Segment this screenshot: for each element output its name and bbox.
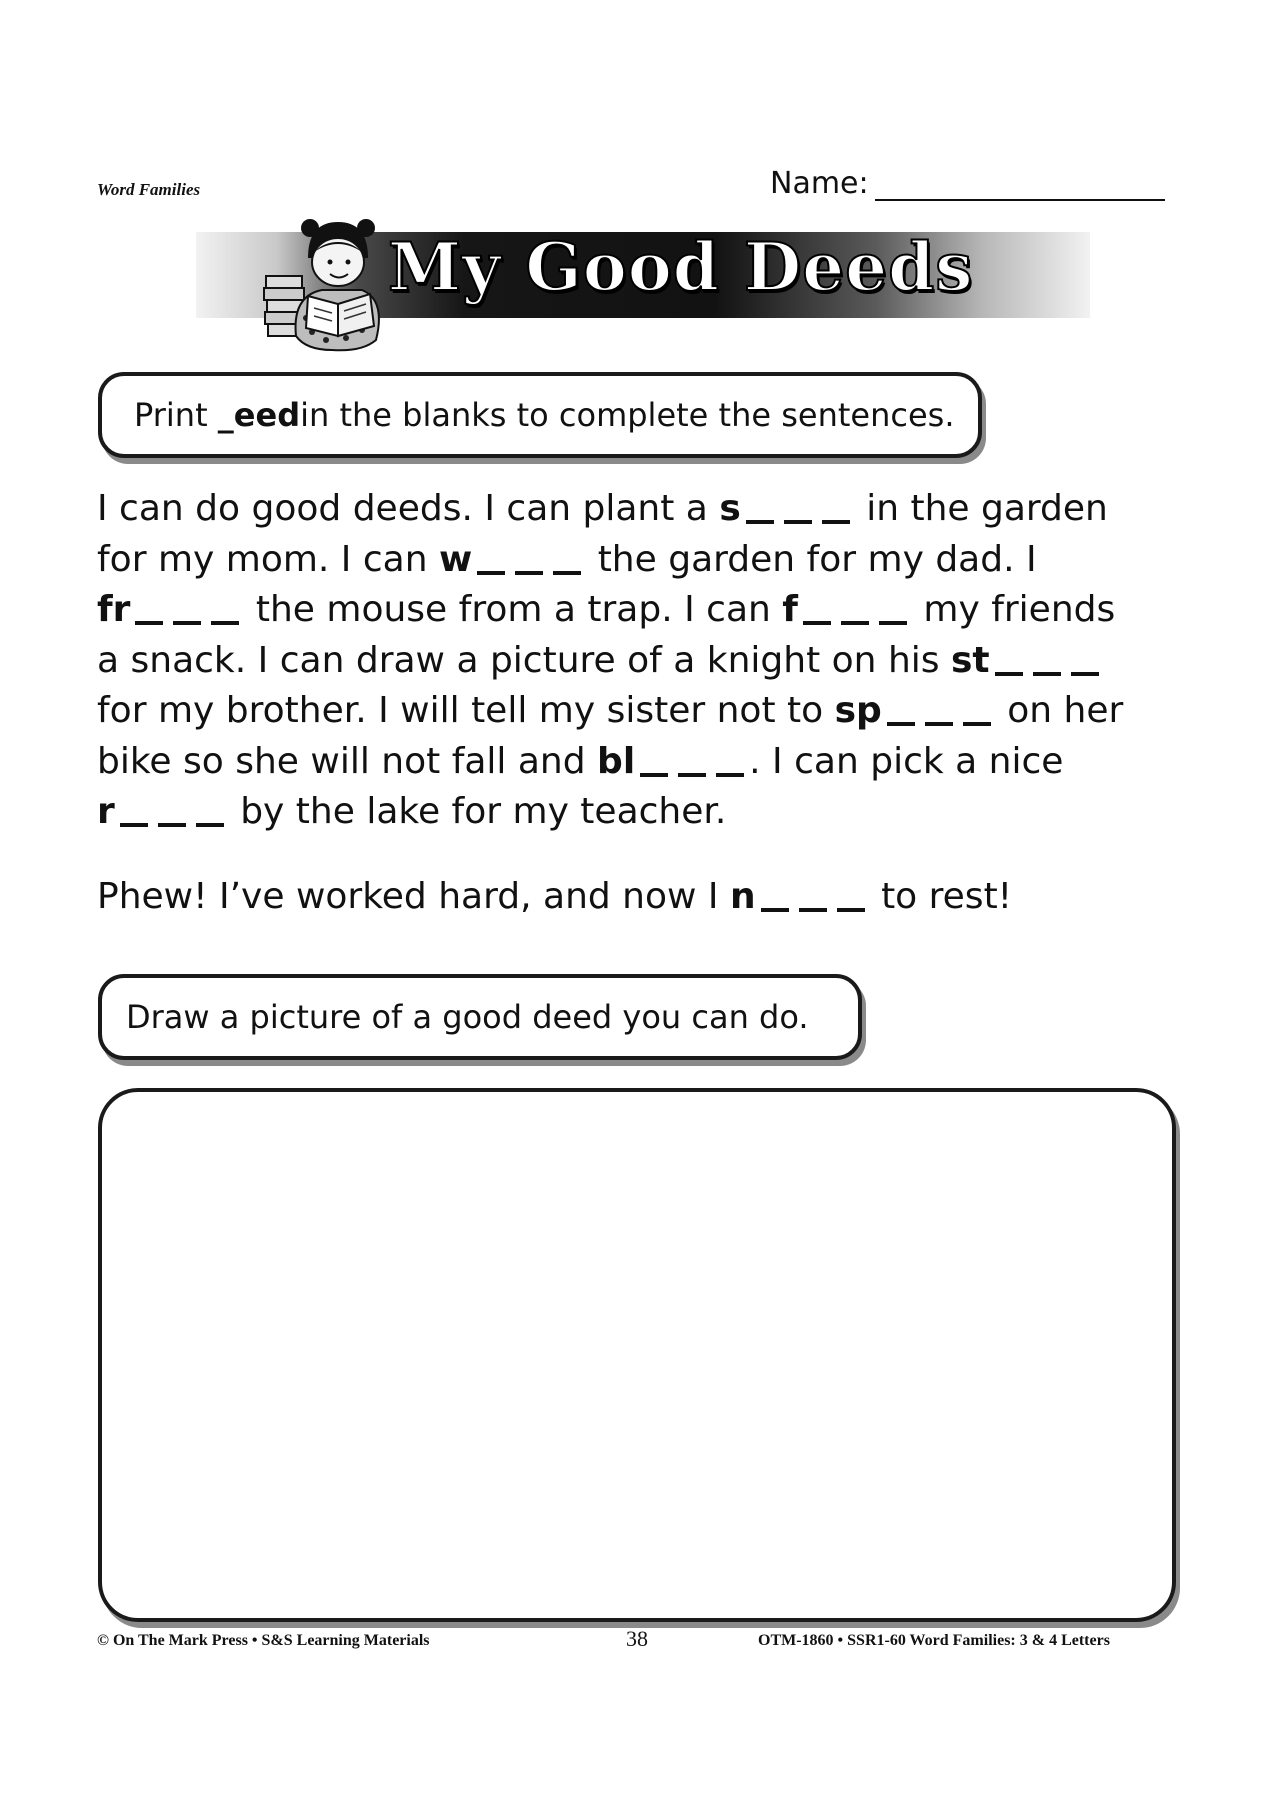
story-text: I can do good deeds. I can plant a bbox=[97, 488, 720, 529]
word-start: f bbox=[782, 589, 798, 630]
instruction-box-print-eed bbox=[98, 372, 982, 458]
blank[interactable] bbox=[841, 621, 869, 625]
blank[interactable] bbox=[196, 823, 224, 827]
blank[interactable] bbox=[963, 722, 991, 726]
blank[interactable] bbox=[822, 520, 850, 524]
blank[interactable] bbox=[553, 571, 581, 575]
story-text: on her bbox=[995, 690, 1124, 731]
story-line-6 bbox=[97, 737, 1207, 788]
story-text: for my brother. I will tell my sister not to bbox=[97, 690, 835, 731]
story-line-1 bbox=[97, 484, 1207, 535]
page-number: 38 bbox=[626, 1626, 648, 1651]
story-text: to rest! bbox=[869, 876, 1013, 917]
blank[interactable] bbox=[761, 908, 789, 912]
word-start: fr bbox=[97, 589, 131, 630]
story-text: a snack. I can draw a picture of a knight on his bbox=[97, 639, 951, 681]
blank[interactable] bbox=[1071, 672, 1099, 676]
blank[interactable] bbox=[837, 908, 865, 912]
story-line-3 bbox=[97, 585, 1207, 636]
story-text: bike so she will not fall and bbox=[97, 740, 598, 782]
name-label: Name: bbox=[770, 166, 869, 201]
blank[interactable] bbox=[477, 571, 505, 575]
blank[interactable] bbox=[173, 621, 201, 625]
series-title: Word Families bbox=[97, 180, 201, 199]
story-text: in the garden bbox=[854, 488, 1108, 529]
blank[interactable] bbox=[640, 773, 668, 777]
story-text: for my mom. I can bbox=[97, 538, 439, 580]
story-line-2 bbox=[97, 535, 1207, 586]
word-start: w bbox=[438, 538, 473, 580]
instruction-box-draw bbox=[98, 974, 862, 1060]
instruction-text-post: in the blanks to complete the sentences. bbox=[300, 396, 955, 434]
page-title: My Good Deeds bbox=[388, 228, 974, 306]
blank[interactable] bbox=[120, 823, 148, 827]
blank[interactable] bbox=[995, 672, 1023, 676]
blank[interactable] bbox=[716, 773, 744, 777]
blank[interactable] bbox=[1033, 672, 1061, 676]
word-start: s bbox=[719, 488, 741, 529]
story-text: the mouse from a trap. I can bbox=[244, 589, 783, 630]
closing-sentence bbox=[97, 876, 1012, 917]
word-start: n bbox=[729, 876, 756, 917]
story-line-7 bbox=[97, 787, 1207, 838]
story-paragraph bbox=[97, 484, 1207, 838]
blank[interactable] bbox=[879, 621, 907, 625]
blank[interactable] bbox=[211, 621, 239, 625]
story-text: Phew! I’ve worked hard, and now I bbox=[97, 876, 730, 917]
story-text: by the lake for my teacher. bbox=[228, 791, 727, 832]
blank[interactable] bbox=[135, 621, 163, 625]
word-start: r bbox=[97, 791, 115, 832]
blank[interactable] bbox=[678, 773, 706, 777]
blank[interactable] bbox=[746, 520, 774, 524]
instruction-text-pre: Print bbox=[134, 396, 208, 434]
word-start: bl bbox=[597, 740, 636, 782]
blank[interactable] bbox=[158, 823, 186, 827]
drawing-area[interactable] bbox=[98, 1088, 1176, 1622]
word-start: sp bbox=[834, 690, 882, 731]
name-write-line bbox=[875, 171, 1165, 201]
instruction-text-bold: _eed bbox=[217, 396, 301, 434]
word-start: st bbox=[950, 639, 990, 681]
story-text: my friends bbox=[911, 589, 1116, 630]
blank[interactable] bbox=[784, 520, 812, 524]
name-field bbox=[770, 166, 1165, 201]
instruction-draw-text: Draw a picture of a good deed you can do. bbox=[126, 998, 809, 1036]
story-line-5 bbox=[97, 686, 1207, 737]
blank[interactable] bbox=[925, 722, 953, 726]
story-line-4 bbox=[97, 636, 1207, 687]
blank[interactable] bbox=[887, 722, 915, 726]
footer-product-code: OTM-1860 • SSR1-60 Word Families: 3 & 4 Letters bbox=[758, 1632, 1110, 1649]
story-text: . I can pick a nice bbox=[749, 740, 1064, 782]
footer-copyright: © On The Mark Press • S&S Learning Materials bbox=[97, 1632, 430, 1649]
story-text: the garden for my dad. I bbox=[586, 538, 1037, 580]
blank[interactable] bbox=[803, 621, 831, 625]
blank[interactable] bbox=[799, 908, 827, 912]
blank[interactable] bbox=[515, 571, 543, 575]
